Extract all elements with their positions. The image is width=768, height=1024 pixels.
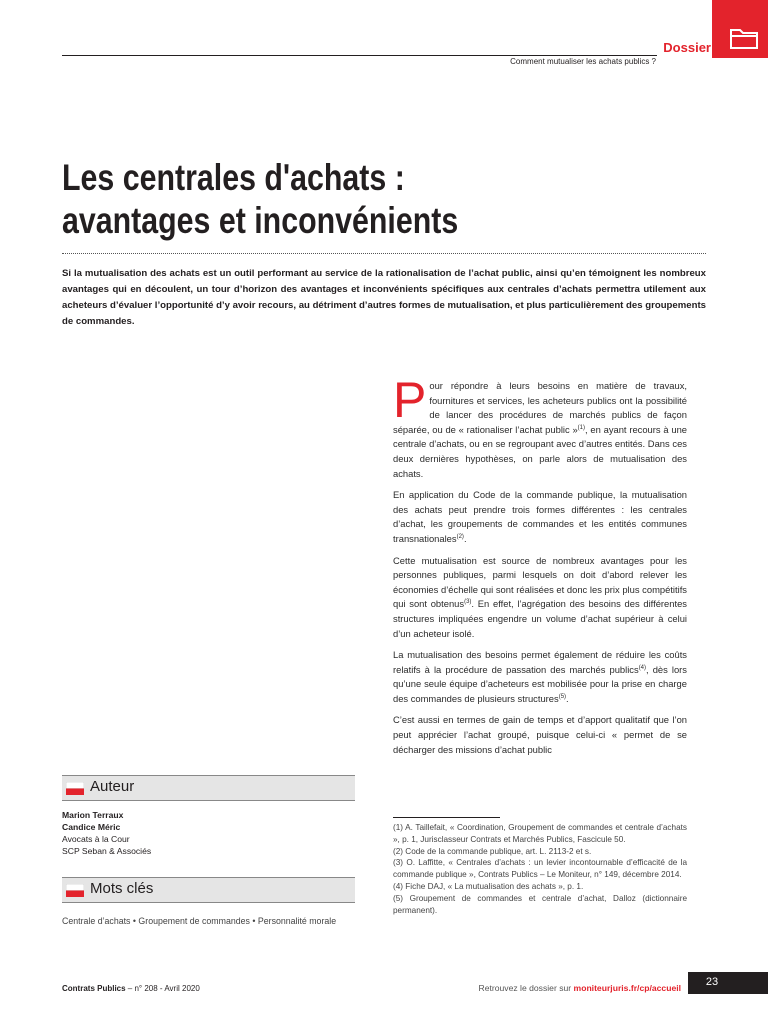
flag-icon [66, 884, 84, 897]
p1-text-b: , en ayant recours à une centrale d’achats, ou en se regroupant avec d’autres entités. Dans ces deux dernières hypothèses, on parle alors de mutualisation des achats. [393, 423, 687, 479]
keywords-box [62, 877, 355, 903]
p2-text-b: . [463, 532, 467, 544]
author-affiliation-1: Avocats à la Cour [62, 834, 130, 844]
footnote-ref-2[interactable]: (2) [456, 533, 464, 540]
p2-text-a: En application du Code de la commande publique, la mutualisation des achats peut prendre trois formes différentes : les centrales d’achat, les groupements de commandes et les entités communes transnationales [393, 489, 687, 544]
p4-text-b: , dès lors qu’une seule équipe d’acheteurs est mobilisée pour la prise en charge des commandes de plusieurs structures [393, 663, 687, 704]
p3-text-b: . En effet, l’agrégation des besoins des différentes structures impliquées engendre un volume d’achat supérieur à celui d’un acheteur isolé. [393, 598, 687, 639]
article-title [62, 156, 595, 242]
title-line-1: Les centrales d'achats : [62, 157, 405, 198]
footer-link-prefix: Retrouvez le dossier sur [478, 983, 574, 993]
page-number-box [688, 972, 768, 994]
title-line-2: avantages et inconvénients [62, 200, 459, 241]
p4-text-a: La mutualisation des besoins permet également de réduire les coûts relatifs à la procédure de passation des marchés publics [393, 649, 687, 675]
dossier-link[interactable]: moniteurjuris.fr/cp/accueil [573, 983, 681, 993]
dossier-subtitle: Comment mutualiser les achats publics ? [510, 57, 656, 66]
footnotes [393, 822, 687, 916]
drop-cap: P [393, 372, 427, 428]
journal-issue: – n° 208 - Avril 2020 [125, 984, 200, 993]
footnote-3: (3) O. Laffitte, « Centrales d’achats : un levier incontournable d’efficacité de la commande publique », Contrats Publics – Le Moniteur, n° 149, décembre 2014. [393, 858, 687, 880]
folder-icon [729, 24, 759, 50]
footnote-1: (1) A. Taillefait, « Coordination, Groupement de commandes et centrale d’achats », p. 1, Jurisclasseur Contrats et Marchés Publics, Fascicule 50. [393, 823, 687, 844]
footer-link-line [380, 983, 681, 993]
keywords-heading: Mots clés [90, 880, 154, 897]
author-box [62, 775, 355, 801]
body-paragraph-3 [393, 554, 687, 642]
footnote-ref-1[interactable]: (1) [577, 424, 586, 431]
title-divider [62, 253, 706, 254]
body-paragraph-5: C’est aussi en termes de gain de temps et d’apport qualitatif que l’on peut apprécier l’achat groupé, puisque celui-ci « permet de se décharger des missions d’achat public [393, 714, 687, 755]
footnote-4: (4) Fiche DAJ, « La mutualisation des achats », p. 1. [393, 881, 584, 891]
footnote-2: (2) Code de la commande publique, art. L. 2113-2 et s. [393, 846, 592, 856]
header-rule [62, 55, 657, 56]
author-heading: Auteur [90, 778, 135, 795]
flag-icon [66, 782, 84, 795]
footnote-ref-3[interactable]: (3) [464, 599, 472, 606]
p3-text-a: Cette mutualisation est source de nombreux avantages pour les personnes publiques, parmi lesquels on doit d’abord relever les économies d’échelle qui sont réalisées et donc les prix plus compétitifs qui sont obtenus [393, 554, 687, 610]
journal-name: Contrats Publics [62, 984, 126, 993]
lead-paragraph: Si la mutualisation des achats est un outil performant au service de la rationalisation de l’achat public, ainsi qu’en témoignent les nombreux avantages qui en découlent, un tour d’horizon des avantages et inconvénients spécifiques aux centrales d’achats permettra utilement aux acheteurs d’évaluer l’opportunité d’y avoir recours, au détriment d’autres formes de mutualisation, et plus particulièrement des groupements de commandes. [62, 268, 707, 327]
p4-text-c: . [566, 692, 569, 704]
author-affiliation-2: SCP Seban & Associés [62, 846, 152, 856]
body-paragraph-1 [393, 372, 687, 481]
page-number: 23 [705, 976, 719, 988]
author-name-1: Marion Terraux [62, 810, 124, 820]
author-info [62, 809, 352, 857]
footer-journal [62, 984, 200, 993]
footnote-ref-5[interactable]: (5) [558, 693, 567, 700]
footnote-rule [393, 817, 500, 818]
section-label: Dossier [663, 40, 711, 55]
article-body [393, 372, 687, 764]
body-paragraph-4 [393, 648, 687, 706]
footnote-5: (5) Groupement de commandes et centrale d’achat, Dalloz (dictionnaire permanent). [393, 893, 687, 915]
p1-text-a: our répondre à leurs besoins en matière de travaux, fournitures et services, les acheteurs publics ont la possibilité de lancer des procédures de marchés publics de façon séparée, ou de « rationaliser l’achat public » [393, 380, 687, 435]
body-paragraph-2 [393, 488, 687, 546]
keywords-list: Centrale d’achats • Groupement de commandes • Personnalité morale [62, 916, 337, 926]
author-name-2: Candice Méric [62, 822, 121, 832]
footnote-ref-4[interactable]: (4) [638, 664, 647, 671]
